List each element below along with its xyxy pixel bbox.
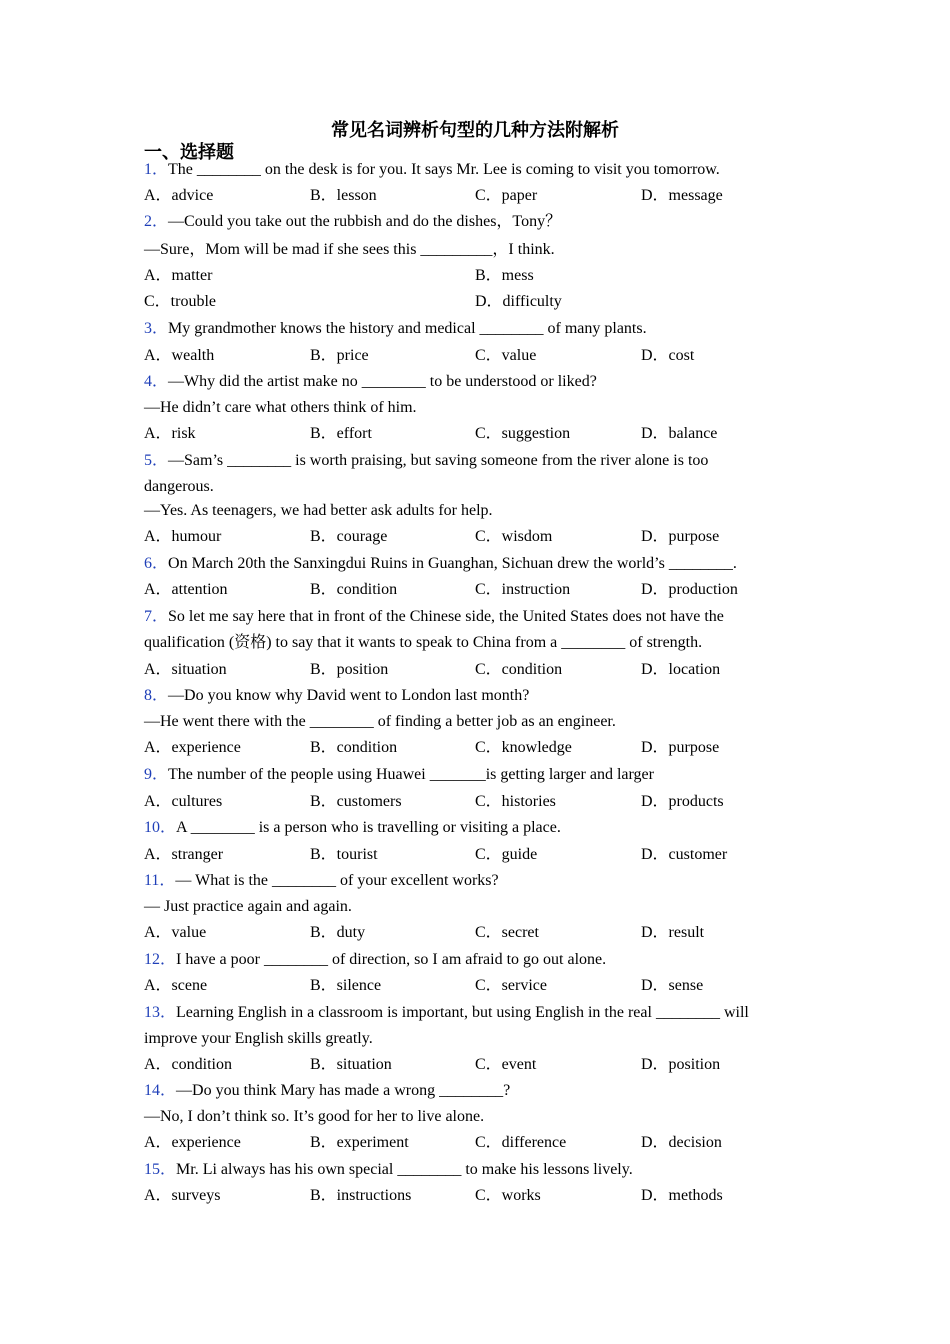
answer-option: D．position — [641, 1056, 721, 1073]
answer-option: A．advice — [144, 187, 214, 204]
question-text-line — [144, 712, 616, 732]
question-text: Learning English in a classroom is important, but using English in the real ________ will — [176, 1004, 749, 1021]
answer-option: C．works — [475, 1187, 541, 1204]
answer-option: A．situation — [144, 661, 227, 678]
answer-option: B．condition — [310, 581, 398, 598]
question-text-line — [144, 633, 702, 653]
section-heading: 一、选择题 — [144, 142, 234, 163]
answer-option: A．wealth — [144, 347, 215, 364]
answer-option: A．matter — [144, 267, 213, 284]
answer-option: B．condition — [310, 739, 398, 756]
answer-option: A．attention — [144, 581, 228, 598]
question-text: —Sam’s ________ is worth praising, but saving someone from the river alone is too — [168, 452, 709, 469]
question-text-line — [144, 1160, 633, 1180]
answer-option: B．position — [310, 661, 389, 678]
question-text-line — [144, 607, 724, 627]
question-text-line — [144, 1029, 373, 1049]
question-text: Mr. Li always has his own special ________ to make his lessons lively. — [176, 1161, 633, 1178]
question-text-line — [144, 398, 417, 418]
question-text: — Just practice again and again. — [144, 898, 352, 915]
question-text: I have a poor ________ of direction, so I am afraid to go out alone. — [176, 951, 607, 968]
answer-option: A．experience — [144, 1134, 241, 1151]
answer-option: C．value — [475, 347, 537, 364]
question-text-line — [144, 501, 493, 521]
answer-option: B．instructions — [310, 1187, 412, 1204]
answer-option: D．difficulty — [475, 293, 562, 310]
question-text: —Why did the artist make no ________ to be understood or liked? — [168, 373, 597, 390]
answer-option: B．duty — [310, 924, 366, 941]
question-text-line — [144, 950, 606, 970]
answer-option: D．decision — [641, 1134, 722, 1151]
question-number: 1． — [144, 161, 169, 178]
question-number: 15． — [144, 1161, 177, 1178]
answer-option: B．price — [310, 347, 369, 364]
question-text-line — [144, 871, 499, 891]
question-text-line — [144, 1081, 510, 1101]
answer-option: C．trouble — [144, 293, 216, 310]
answer-option: B．silence — [310, 977, 382, 994]
question-number: 8． — [144, 687, 169, 704]
question-text-line — [144, 212, 561, 232]
question-text: My grandmother knows the history and medical ________ of many plants. — [168, 320, 647, 337]
answer-option: C．instruction — [475, 581, 571, 598]
answer-option: D．methods — [641, 1187, 723, 1204]
question-number: 12． — [144, 951, 177, 968]
question-text: —Could you take out the rubbish and do the dishes，Tony？ — [168, 213, 562, 230]
question-text: The ________ on the desk is for you. It says Mr. Lee is coming to visit you tomorrow. — [168, 161, 720, 178]
question-text: dangerous. — [144, 478, 214, 495]
answer-option: D．location — [641, 661, 721, 678]
question-text-line — [144, 451, 708, 471]
answer-option: B．effort — [310, 425, 372, 442]
answer-option: B．courage — [310, 528, 388, 545]
answer-option: D．customer — [641, 846, 728, 863]
question-text-line — [144, 319, 647, 339]
answer-option: C．wisdom — [475, 528, 553, 545]
question-text: —He went there with the ________ of finding a better job as an engineer. — [144, 713, 616, 730]
question-text: —Do you know why David went to London last month? — [168, 687, 530, 704]
answer-option: D．products — [641, 793, 724, 810]
answer-option: C．histories — [475, 793, 556, 810]
answer-option: D．cost — [641, 347, 695, 364]
question-number: 14． — [144, 1082, 177, 1099]
question-text: The number of the people using Huawei _______is getting larger and larger — [168, 766, 654, 783]
question-number: 9． — [144, 766, 169, 783]
question-number: 11． — [144, 872, 176, 889]
answer-option: B．experiment — [310, 1134, 409, 1151]
answer-option: C．service — [475, 977, 547, 994]
question-text: improve your English skills greatly. — [144, 1030, 373, 1047]
answer-option: C．secret — [475, 924, 539, 941]
answer-option: C．paper — [475, 187, 538, 204]
question-number: 13． — [144, 1004, 177, 1021]
answer-option: D．result — [641, 924, 705, 941]
answer-option: D．production — [641, 581, 738, 598]
answer-option: A．stranger — [144, 846, 224, 863]
question-text: —He didn’t care what others think of him. — [144, 399, 417, 416]
answer-option: C．knowledge — [475, 739, 572, 756]
question-text: On March 20th the Sanxingdui Ruins in Guanghan, Sichuan drew the world’s ________. — [168, 555, 737, 572]
question-text-line — [144, 372, 597, 392]
question-text-line — [144, 1003, 749, 1023]
answer-option: D．sense — [641, 977, 704, 994]
question-text: qualification (资格) to say that it wants to speak to China from a ________ of strength. — [144, 634, 703, 651]
answer-option: A．humour — [144, 528, 222, 545]
question-text-line — [144, 765, 654, 785]
question-text-line — [144, 897, 352, 917]
question-text-line — [144, 477, 214, 497]
answer-option: B．tourist — [310, 846, 378, 863]
answer-option: B．customers — [310, 793, 402, 810]
answer-option: C．difference — [475, 1134, 567, 1151]
answer-option: C．suggestion — [475, 425, 571, 442]
question-text-line — [144, 240, 555, 260]
question-number: 4． — [144, 373, 169, 390]
answer-option: C．guide — [475, 846, 538, 863]
answer-option: C．event — [475, 1056, 537, 1073]
answer-option: D．balance — [641, 425, 718, 442]
answer-option: A．value — [144, 924, 207, 941]
answer-option: B．situation — [310, 1056, 392, 1073]
question-number: 7． — [144, 608, 169, 625]
answer-option: D．purpose — [641, 739, 720, 756]
question-text-line — [144, 818, 561, 838]
question-text: So let me say here that in front of the Chinese side, the United States does not have the — [168, 608, 724, 625]
answer-option: A．experience — [144, 739, 241, 756]
answer-option: C．condition — [475, 661, 563, 678]
question-number: 2． — [144, 213, 169, 230]
answer-option: A．condition — [144, 1056, 232, 1073]
question-text: —No, I don’t think so. It’s good for her to live alone. — [144, 1108, 485, 1125]
question-number: 10． — [144, 819, 177, 836]
answer-option: D．message — [641, 187, 723, 204]
answer-option: A．risk — [144, 425, 196, 442]
page-title: 常见名词辨析句型的几种方法附解析 — [331, 120, 619, 141]
answer-option: B．mess — [475, 267, 534, 284]
answer-option: B．lesson — [310, 187, 377, 204]
question-text-line — [144, 554, 737, 574]
question-text: — What is the ________ of your excellent works? — [175, 872, 499, 889]
question-text: A ________ is a person who is travelling or visiting a place. — [176, 819, 561, 836]
answer-option: A．cultures — [144, 793, 223, 810]
question-number: 3． — [144, 320, 169, 337]
question-number: 6． — [144, 555, 169, 572]
question-text: —Sure，Mom will be mad if she sees this _________，I think. — [144, 241, 555, 258]
answer-option: A．surveys — [144, 1187, 221, 1204]
question-text: —Do you think Mary has made a wrong ________? — [176, 1082, 511, 1099]
question-number: 5． — [144, 452, 169, 469]
answer-option: A．scene — [144, 977, 208, 994]
question-text-line — [144, 686, 529, 706]
question-text-line — [144, 160, 720, 180]
question-text: —Yes. As teenagers, we had better ask adults for help. — [144, 502, 493, 519]
question-text-line — [144, 1107, 484, 1127]
answer-option: D．purpose — [641, 528, 720, 545]
